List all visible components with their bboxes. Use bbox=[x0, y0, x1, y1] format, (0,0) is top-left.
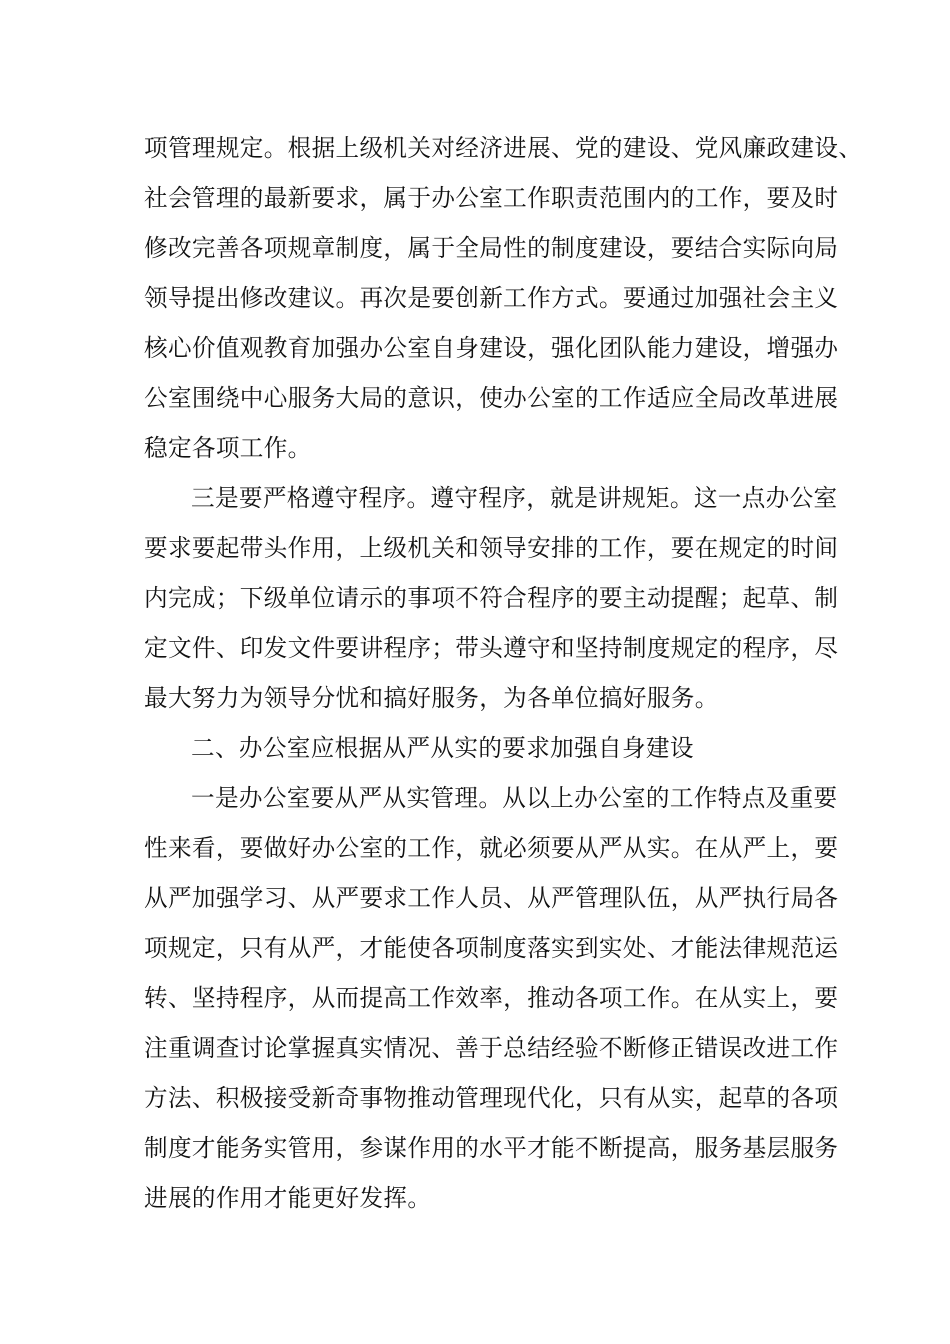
text-line: 方法、积极接受新奇事物推动管理现代化，只有从实，起草的各项 bbox=[144, 1084, 839, 1112]
text-line: 内完成；下级单位请示的事项不符合程序的要主动提醒；起草、制 bbox=[144, 584, 839, 612]
paragraph-first-line: 三是要严格遵守程序。遵守程序，就是讲规矩。这一点办公室 bbox=[191, 484, 838, 512]
text-line: 进展的作用才能更好发挥。 bbox=[144, 1184, 432, 1212]
text-line: 领导提出修改建议。再次是要创新工作方式。要通过加强社会主义 bbox=[144, 284, 839, 312]
text-line: 转、坚持程序，从而提高工作效率，推动各项工作。在从实上，要 bbox=[144, 984, 839, 1012]
section-heading: 二、办公室应根据从严从实的要求加强自身建设 bbox=[191, 734, 694, 762]
text-line: 最大努力为领导分忧和搞好服务，为各单位搞好服务。 bbox=[144, 684, 719, 712]
text-line: 项管理规定。根据上级机关对经济进展、党的建设、党风廉政建设、 bbox=[144, 134, 863, 162]
text-line: 制度才能务实管用，参谋作用的水平才能不断提高，服务基层服务 bbox=[144, 1134, 839, 1162]
paragraph-first-line: 一是办公室要从严从实管理。从以上办公室的工作特点及重要 bbox=[191, 784, 838, 812]
text-line: 社会管理的最新要求，属于办公室工作职责范围内的工作，要及时 bbox=[144, 184, 839, 212]
text-line: 定文件、印发文件要讲程序；带头遵守和坚持制度规定的程序，尽 bbox=[144, 634, 839, 662]
text-line: 从严加强学习、从严要求工作人员、从严管理队伍，从严执行局各 bbox=[144, 884, 839, 912]
text-line: 公室围绕中心服务大局的意识，使办公室的工作适应全局改革进展 bbox=[144, 384, 839, 412]
text-line: 项规定，只有从严，才能使各项制度落实到实处、才能法律规范运 bbox=[144, 934, 839, 962]
text-line: 核心价值观教育加强办公室自身建设，强化团队能力建设，增强办 bbox=[144, 334, 839, 362]
text-line: 稳定各项工作。 bbox=[144, 434, 312, 462]
text-line: 要求要起带头作用，上级机关和领导安排的工作，要在规定的时间 bbox=[144, 534, 839, 562]
text-line: 性来看，要做好办公室的工作，就必须要从严从实。在从严上，要 bbox=[144, 834, 839, 862]
text-line: 注重调查讨论掌握真实情况、善于总结经验不断修正错误改进工作 bbox=[144, 1034, 839, 1062]
text-line: 修改完善各项规章制度，属于全局性的制度建设，要结合实际向局 bbox=[144, 234, 839, 262]
